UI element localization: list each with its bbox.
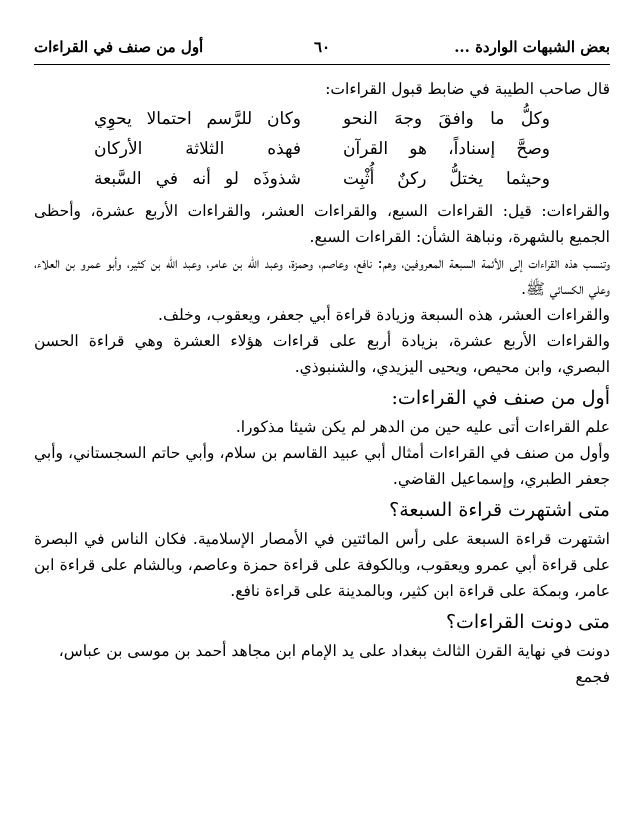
verse-word: يحوِي (94, 109, 132, 129)
verse-3-second-hemistich (94, 164, 301, 194)
verse-word: أُثْبِت (343, 169, 375, 189)
verse-word: وجهَ (394, 109, 423, 129)
verse-1 (94, 104, 550, 134)
poem-intro: قال صاحب الطيبة في ضابط قبول القراءات: (325, 80, 610, 98)
verse-word: ركنٌ (397, 169, 427, 189)
page-body (34, 76, 610, 690)
verse-word: وافقَ (438, 109, 474, 129)
verse-word: ما (490, 109, 505, 129)
header-rule (34, 64, 610, 65)
verse-word: وكلُّ (520, 109, 550, 129)
verse-3-first-hemistich (343, 164, 550, 194)
paragraph-compilation: دونت في نهاية القرن الثالث ببغداد على يد الإمام ابن مجاهد أحمد بن موسى بن عباس، فجمع (58, 642, 610, 686)
verse-word: القرآن (343, 139, 389, 159)
verse-word: يختلُّ (449, 169, 484, 189)
verse-word: للرَّسم (206, 109, 253, 129)
verse-3 (94, 164, 550, 194)
verse-word: في (155, 169, 179, 189)
poem (34, 104, 610, 194)
section-heading-compilation: متى دونت القراءات؟ (445, 611, 610, 633)
verse-word: وصحَّ (516, 139, 550, 159)
paragraph-ten-readings: والقراءات العشر، هذه السبعة وزيادة قراءة أبي جعفر، ويعقوب، وخلف. (158, 306, 610, 324)
verse-2 (94, 134, 550, 164)
verse-1-first-hemistich (343, 104, 550, 134)
section-heading-first-authors: أول من صنف في القراءات: (391, 387, 610, 409)
page-number: ٦٠ (313, 38, 331, 56)
paragraph-first-authors: وأول من صنف في القراءات أمثال أبي عبيد القاسم بن سلام، وأبي حاتم السجستاني، وأبي جعفر الطبري، وإسماعيل القاضي. (34, 444, 610, 488)
paragraph-seven-imams: وتنسب هذه القراءات إلى الأئمة السبعة المعروفين، وهم: نافع، وعاصم، وحمزة، وعبد الله بن عامر، وعبد الله بن كثير، وأبو عمرو بن العلاء، وعلي الكسائي ﷺ. (34, 254, 610, 298)
verse-word: شذوذَه (253, 169, 301, 189)
paragraph-qiraat-definition: والقراءات: قيل: القراءات السبع، والقراءات العشر، والقراءات الأربع عشرة، وأحظى الجميع بالشهرة، ونباهة الشأن: القراءات السبع. (34, 202, 610, 246)
header-chapter-title: أول من صنف في القراءات (34, 38, 204, 56)
verse-word: الثلاثة (185, 139, 225, 159)
section-heading-seven-fame: متى اشتهرت قراءة السبعة؟ (389, 499, 610, 521)
verse-word: وكان (267, 109, 301, 129)
verse-word: لو (224, 169, 239, 189)
verse-word: السَّبعة (94, 169, 142, 189)
verse-word: احتمالا (146, 109, 192, 129)
verse-word: أنه (192, 169, 211, 189)
verse-word: هو (409, 139, 427, 159)
paragraph-fourteen-readings: والقراءات الأربع عشرة، بزيادة أربع على قراءات هؤلاء العشرة وهي قراءة الحسن البصري، وابن محيص، ويحيى اليزيدي، والشنبوذي. (34, 332, 610, 376)
paragraph-seven-fame: اشتهرت قراءة السبعة على رأس المائتين في الأمصار الإسلامية. فكان الناس في البصرة على قراءة أبي عمرو ويعقوب، وبالكوفة على قراءة حمزة وعاصم، وبالشام على قراءة ابن عامر، وبمكة على قراءة ابن كثير، وبالمدينة على قراءة نافع. (34, 530, 610, 600)
verse-word: الأركان (94, 139, 143, 159)
verse-2-first-hemistich (343, 134, 550, 164)
verse-2-second-hemistich (94, 134, 301, 164)
verse-word: إسناداً، (448, 139, 496, 159)
verse-word: فهذه (267, 139, 301, 159)
header-section-title: بعض الشبهات الواردة ... (454, 38, 610, 56)
verse-word: وحيثما (506, 169, 550, 189)
verse-1-second-hemistich (94, 104, 301, 134)
paragraph-history: علم القراءات أتى عليه حين من الدهر لم يكن شيئا مذكورا. (235, 418, 610, 436)
running-header (34, 38, 610, 64)
verse-word: النحو (343, 109, 378, 129)
